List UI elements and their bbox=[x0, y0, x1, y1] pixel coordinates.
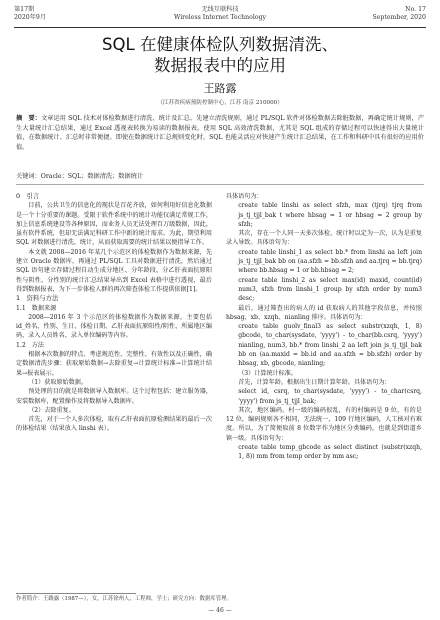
header-center bbox=[14, 6, 426, 22]
paragraph: （1）获取原始数据。 bbox=[28, 378, 87, 386]
paragraph: 具体语句为： bbox=[226, 193, 263, 200]
paragraph: 本文就 2008—2016 年某几个示范区的体检数据作为数据来源，先建立 Oracle 数据库，再通过 PL/SQL 工具对数据进行清洗，然后通过 SQL 语句建立存储过程自动生成分地区、分年龄段、分乙肝表面抗原阳性与阴性、分性别的统计汇总结果导出到 Excel 表格中进行透视，最后得到数据报表，为下一步体检人群的再次筛查体检工作提供依据[1]。 bbox=[16, 248, 212, 293]
header-date-cn: 2020年9月 bbox=[14, 14, 47, 21]
header-issue-cn: 第17期 bbox=[14, 6, 35, 13]
sql-statement: select id, csrq, to_char(sysdate, 'yyyy') - to_char(csrq, 'yyyy') from js_tj_tjjl_bak; bbox=[238, 388, 422, 405]
author-affiliation: （江苏省疾病预防控制中心，江苏 南京 210000） bbox=[157, 100, 283, 106]
keywords-text: Oracle；SQL；数据清洗；数据统计 bbox=[40, 173, 144, 180]
sql-statement: create table linshi as select sfzh, max (tjrq) tjrq from js_tj_tjjl_bak t where hbsag = 1 or hbsag = 2 group by sfzh; bbox=[238, 202, 422, 228]
footnote-rule bbox=[16, 593, 136, 594]
header-rule bbox=[14, 27, 426, 28]
paragraph: 1.1 数据来源 bbox=[16, 304, 57, 312]
left-column bbox=[16, 192, 212, 434]
paragraph: 首先，对于一个人多次体检，取有乙肝表面抗原检测结果的最后一次的体检结果（结果放入 linshi 表）。 bbox=[16, 416, 212, 433]
abstract-separator bbox=[16, 184, 424, 185]
title-line-1: SQL 在健康体检队列数据清洗、 bbox=[102, 35, 338, 54]
keywords-label: 关键词： bbox=[16, 173, 41, 180]
section-heading: 0 引言 bbox=[16, 192, 40, 200]
paragraph: 目前，公共卫生的信息化的现状是百花齐放，如何利用好信息化数据是一个十分重要的课题。受限于软件系统中的统计功能仅满足常规工作，加上信息系统建设等各种原因，而业务人员无法处理百万级数据，因此，虽有软件系统，但却无法满足科研工作中新的统计需求。为此，期望利用 SQL 对数据进行清洗、统计，从而获取需要的统计结果以便指导工作。 bbox=[16, 202, 212, 247]
paragraph: 最后，通过筛查出的病人的 id 获取病人的其他字段信息，并按照 hbsag、xb、xzqh、nianling 排序。具体语句为： bbox=[226, 304, 422, 321]
sql-statement: create table linshi_2 as select max(id) maxid, count(id) num3, sfzh from linshi_1 group by sfzh order by num3 desc; bbox=[238, 276, 422, 303]
sql-statement: create table temp_gbcode as select distinct (substr(xzqh, 1, 8)) mm from temp order by mm asc; bbox=[238, 444, 422, 461]
sql-statement: create table guolv_final3 as select substr(xzqh, 1, 8) gbcode, to_char(sysdate, 'yyyy') - to_char(bb.csrq, 'yyyy') nianling, num3, bb.* from linshi_2 aa left join js_tj_tjjl_bak bb on (aa.maxid = bb.id and aa.sfzh = bb.sfzh) order by hbsag, xb, gbcode, nianling; bbox=[238, 323, 422, 368]
author-name: 王路露 bbox=[203, 82, 237, 95]
paragraph: 其次，存在一个人同一天多次体检，统计时以定为一次，认为是重复录入导致。具体语句为： bbox=[226, 230, 422, 247]
paragraph: 首先，计算年龄。根据出生日期计算年龄。具体语句为： bbox=[238, 378, 391, 386]
paragraph: 根据本次数据的特点、考虑规范性、完整性、有效性以及正确性，确定数据清洗步骤：获取原始数据→去除重复→计算统计标准→计算统计结果→报表展示。 bbox=[16, 351, 212, 377]
paragraph: 其次，地区编码。村一级的编码很乱，有的村编码是 9 位，有的是 12 位，编码规则各不相同，无法统一，109 行地区编码，人工核对有难度。所以，为了简便取前 8 位数字作为地区分类编码，也就是到街道乡镇一级。具体语句为： bbox=[226, 406, 422, 442]
author-footnote: 作者简介：王路露（1987—），女，江苏徐州人，工程师，学士；研究方向：数据库管理。 bbox=[16, 596, 232, 602]
paper-title bbox=[0, 34, 440, 76]
keywords bbox=[16, 172, 424, 181]
paragraph: （3）计算统计标准。 bbox=[238, 369, 297, 377]
abstract bbox=[16, 114, 424, 152]
header-right bbox=[373, 6, 426, 22]
paragraph: 预处理的目的就是将数据导入数据库。这个过程包括：建立服务器，安装数据库，配置操作及将数据导入数据库。 bbox=[16, 388, 212, 405]
section-heading: 1 资料与方法 bbox=[16, 294, 59, 303]
paragraph: 2008—2016 年 3 个示范区的体检数据作为数据来源，主要包括 id_姓名、性别、生日、体检日期、乙肝表面抗原阳性/阴性、所属地区编码，录入人员姓名、录入单位编码等内容。 bbox=[16, 313, 212, 340]
running-header bbox=[14, 4, 426, 28]
paragraph: 1.2 方法 bbox=[16, 341, 44, 349]
abstract-text: 文章运用 SQL 技术对体检数据进行清洗、统计及汇总。先建立清洗规则，通过 PL/SQL 软件对体检数据去除脏数据，再确定统计规则，产生大量统计汇总结果，通过 Excel 透视表转换为易读的数据报表。使用 SQL 高效清洗数据，尤其是 SQL 组成的存储过程可以快速得出大量统计值，在数据统计、汇总时非常便捷。即使在数据统计汇总规则变化时，SQL 也能灵活应对快速产生统计汇总结果，在工作和科研中具有很好的应用价值。 bbox=[16, 115, 425, 151]
header-date-en: September, 2020 bbox=[372, 14, 426, 21]
sql-statement: create table linshi_1 as select bb.* from linshi aa left join js_tj_tjjl_bak bb on (aa.sfzh = bb.sfzh and aa.tjrq = bb.tjrq) where bb.hbsag = 1 or bb.hbsag = 2; bbox=[238, 248, 422, 275]
header-journal-cn: 无线互联科技 bbox=[201, 6, 239, 13]
header-journal-en: Wireless Internet Technology bbox=[173, 14, 267, 21]
right-column bbox=[226, 192, 422, 462]
header-issue-en: No. 17 bbox=[405, 6, 426, 13]
abstract-label: 摘 要： bbox=[16, 115, 42, 122]
paragraph: （2）去除重复。 bbox=[28, 406, 75, 414]
page-number: — 46 — bbox=[208, 607, 232, 614]
title-line-2: 数据报表中的应用 bbox=[154, 56, 286, 75]
